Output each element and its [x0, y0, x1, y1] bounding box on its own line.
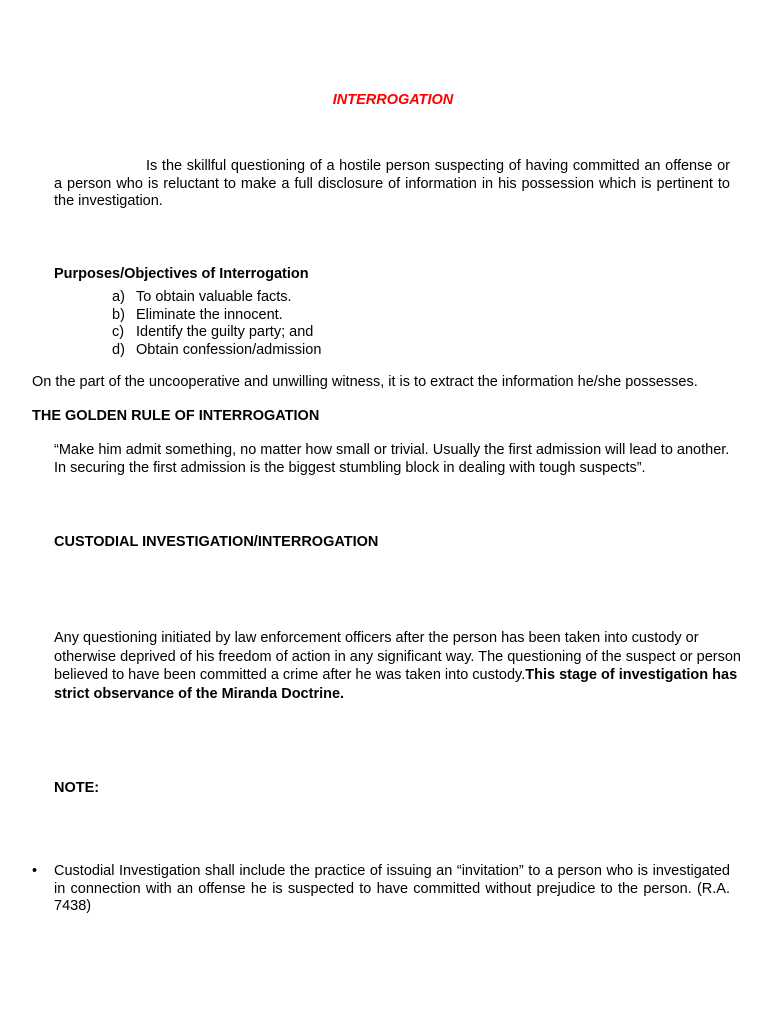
definition-paragraph	[54, 158, 730, 211]
custodial-heading: CUSTODIAL INVESTIGATION/INTERROGATION	[54, 534, 379, 550]
bullet-icon: •	[32, 863, 38, 879]
note-bullet-item	[32, 863, 730, 916]
purposes-heading: Purposes/Objectives of Interrogation	[54, 266, 309, 282]
golden-rule-quote: “Make him admit something, no matter how small or trivial. Usually the first admission will lead to another. In securing the first admission is the biggest stumbling block in dealing with tough suspects”.	[54, 442, 730, 476]
note-heading: NOTE:	[54, 780, 100, 796]
custodial-text: Any questioning initiated by law enforcement officers after the person has been taken into custody or otherwise deprived of his freedom of action in any significant way. The questioning of the suspect or person believed to have been committed a crime after he was taken into custody.	[54, 630, 741, 683]
list-item	[112, 307, 321, 325]
list-item	[112, 324, 321, 342]
list-marker: b)	[112, 306, 125, 323]
custodial-bold-text: This stage of investigation has strict observance of the Miranda Doctrine.	[54, 667, 738, 702]
note-text: Custodial Investigation shall include the practice of issuing an “invitation” to a person who is investigated in connection with an offense he is suspected to have committed without prejudice to the person. (R.A. 7438)	[54, 863, 730, 914]
list-item-text: Obtain confession/admission	[136, 341, 322, 358]
golden-rule-heading: THE GOLDEN RULE OF INTERROGATION	[32, 408, 320, 424]
list-marker: d)	[112, 341, 125, 358]
list-item-text: Identify the guilty party; and	[136, 324, 314, 340]
purposes-list	[112, 289, 321, 359]
list-item	[112, 342, 321, 360]
custodial-paragraph	[54, 629, 744, 703]
witness-paragraph: On the part of the uncooperative and unwilling witness, it is to extract the information he/she possesses.	[32, 374, 698, 390]
document-title: INTERROGATION	[332, 92, 454, 108]
definition-text: Is the skillful questioning of a hostile person suspecting of having committed an offense or a person who is reluctant to make a full disclosure of information in his possession which is pertinent to the investigation.	[54, 158, 730, 209]
list-item-text: To obtain valuable facts.	[136, 289, 292, 305]
list-item-text: Eliminate the innocent.	[136, 306, 283, 323]
list-marker: c)	[112, 324, 125, 340]
list-item	[112, 289, 321, 307]
list-marker: a)	[112, 289, 125, 305]
